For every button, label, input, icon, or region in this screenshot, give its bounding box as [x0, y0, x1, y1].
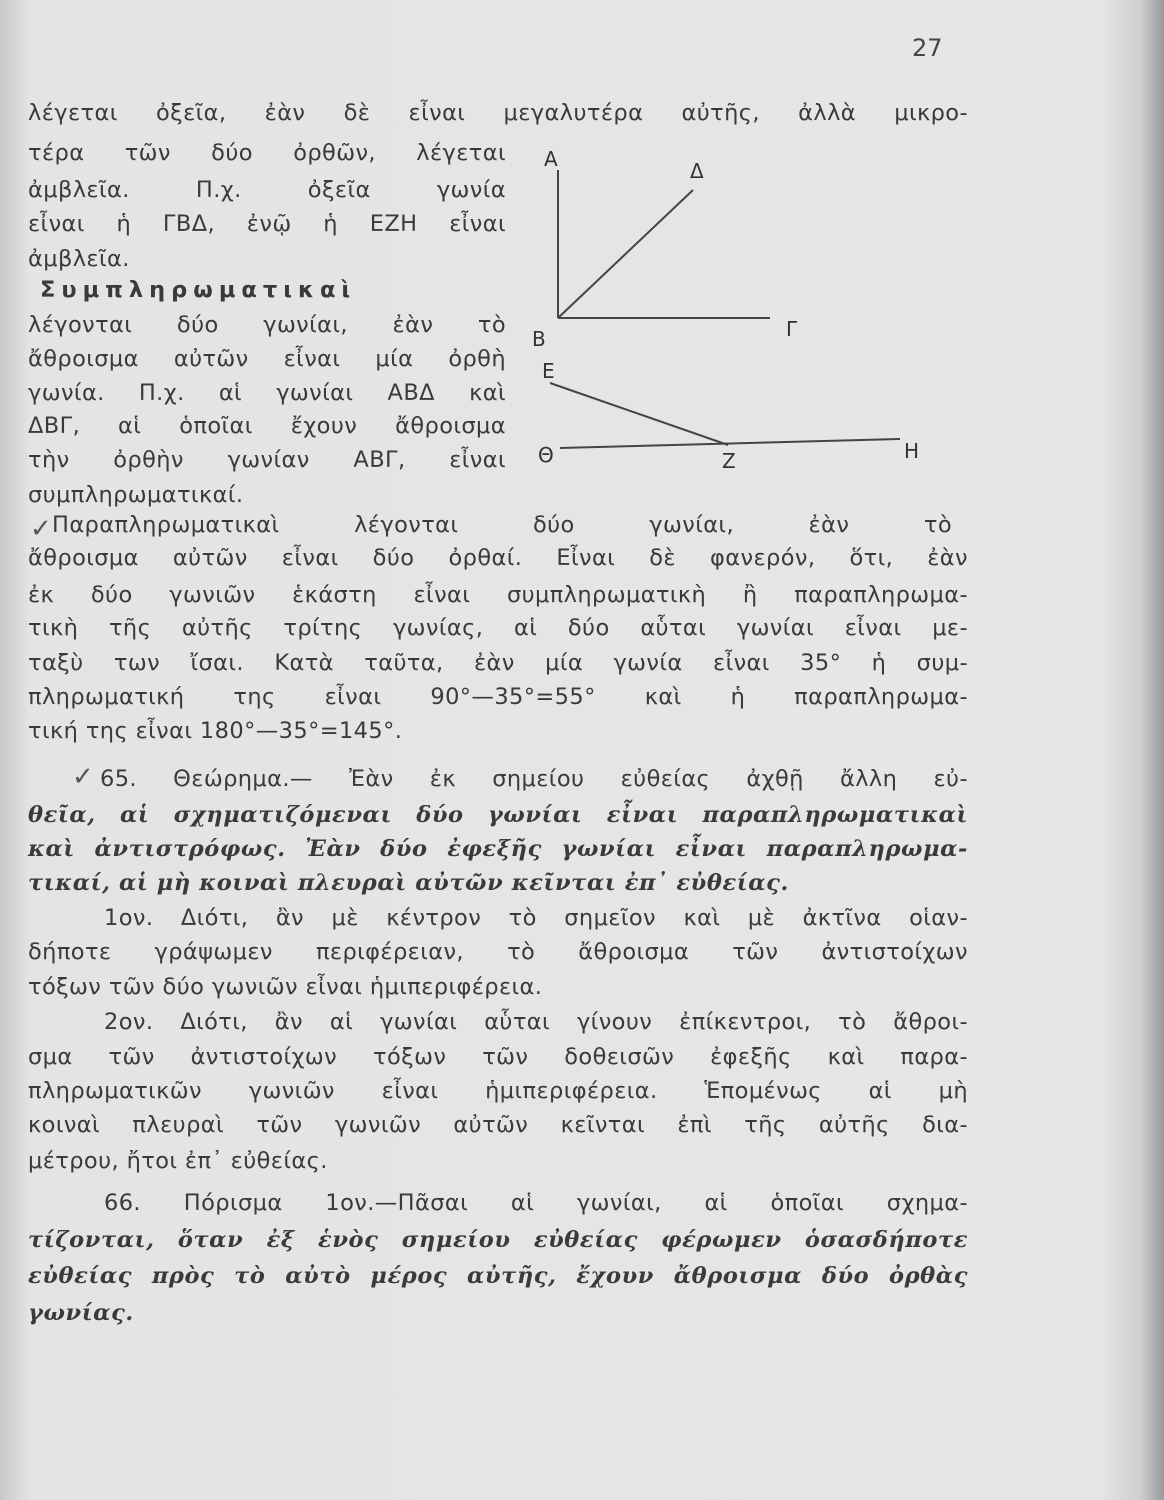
text-line: λέγεται ὀξεῖα, ἐὰν δὲ εἶναι μεγαλυτέρα αὐτῆς, ἀλλὰ μικρο-	[28, 100, 968, 126]
text-line: γωνία. Π.χ. αἱ γωνίαι ΑΒΔ καὶ	[28, 380, 506, 406]
text-line: ἀμβλεῖα. Π.χ. ὀξεῖα γωνία	[28, 177, 506, 203]
label-A: Α	[544, 150, 558, 171]
label-Z: Ζ	[722, 449, 736, 473]
segment-BD	[558, 190, 693, 318]
check-mark: ✓	[72, 762, 94, 792]
text-line: εἶναι ἡ ΓΒΔ, ἐνῷ ἡ ΕΖΗ εἶναι	[28, 211, 506, 237]
term-heading: Συμπληρωματικαὶ	[40, 277, 357, 303]
angle-figure	[500, 150, 940, 490]
text-line: συμπληρωματικαί.	[28, 482, 244, 508]
label-G: Γ	[786, 317, 798, 341]
text-line: λέγονται δύο γωνίαι, ἐὰν τὸ	[28, 312, 506, 338]
text-line: κοιναὶ πλευραὶ τῶν γωνιῶν αὐτῶν κεῖνται ἐπὶ τῆς αὐτῆς δια-	[28, 1112, 968, 1138]
corollary-heading: 66. Πόρισμα 1ον.—Πᾶσαι αἱ γωνίαι, αἱ ὁποῖαι σχημα-	[104, 1190, 968, 1216]
text-line: ἐκ δύο γωνιῶν ἑκάστη εἶναι συμπληρωματικὴ ἢ παραπληρωμα-	[28, 582, 968, 608]
text-line: εὐθείας πρὸς τὸ αὐτὸ μέρος αὐτῆς, ἔχουν ἄθροισμα δύο ὀρθὰς	[28, 1263, 968, 1289]
text-line: τικαί, αἱ μὴ κοιναὶ πλευραὶ αὐτῶν κεῖνται ἐπ᾿ εὐθείας.	[28, 870, 789, 896]
text-line: ταξὺ των ἴσαι. Κατὰ ταῦτα, ἐὰν μία γωνία εἶναι 35° ἡ συμ-	[28, 650, 968, 676]
text-line: καὶ ἀντιστρόφως. Ἐὰν δύο ἐφεξῆς γωνίαι εἶναι παραπληρωμα-	[28, 836, 968, 862]
text-line: πληρωματικῶν γωνιῶν εἶναι ἡμιπεριφέρεια. Ἑπομένως αἱ μὴ	[28, 1078, 968, 1104]
text-line: Παραπληρωματικαὶ λέγονται δύο γωνίαι, ἐὰν τὸ	[52, 512, 952, 538]
text-line: γωνίας.	[28, 1300, 134, 1326]
text-line: ἄθροισμα αὐτῶν εἶναι δύο ὀρθαί. Εἶναι δὲ φανερόν, ὅτι, ἐὰν	[28, 545, 968, 571]
text-line: τική της εἶναι 180°—35°=145°.	[28, 718, 403, 744]
label-E: Ε	[542, 359, 555, 383]
segment-TH-H	[560, 439, 900, 448]
text-line: τὴν ὀρθὴν γωνίαν ΑΒΓ, εἶναι	[28, 447, 506, 473]
text-line: μέτρου, ἤτοι ἐπ᾿ εὐθείας.	[28, 1148, 328, 1174]
label-D: Δ	[690, 159, 704, 183]
text-line: τέρα τῶν δύο ὀρθῶν, λέγεται	[28, 140, 506, 166]
text-line: τόξων τῶν δύο γωνιῶν εἶναι ἡμιπεριφέρεια.	[28, 974, 543, 1000]
text-line: 2ον. Διότι, ἂν αἱ γωνίαι αὗται γίνουν ἐπίκεντροι, τὸ ἄθροι-	[104, 1009, 968, 1035]
theorem-heading: 65. Θεώρημα.— Ἐὰν ἐκ σημείου εὐθείας ἀχθῇ ἄλλη εὐ-	[100, 766, 968, 792]
text-line: 1ον. Διότι, ἂν μὲ κέντρον τὸ σημεῖον καὶ μὲ ἀκτῖνα οἱαν-	[104, 905, 968, 931]
text-line: θεῖα, αἱ σχηματιζόμεναι δύο γωνίαι εἶναι παραπληρωματικαὶ	[28, 802, 968, 828]
text-line: πληρωματική της εἶναι 90°—35°=55° καὶ ἡ παραπληρωμα-	[28, 684, 968, 710]
text-line: δήποτε γράψωμεν περιφέρειαν, τὸ ἄθροισμα τῶν ἀντιστοίχων	[28, 939, 968, 965]
text-line: ΔΒΓ, αἱ ὁποῖαι ἔχουν ἄθροισμα	[28, 413, 506, 439]
label-H: Η	[904, 439, 920, 463]
text-line: σμα τῶν ἀντιστοίχων τόξων τῶν δοθεισῶν ἐφεξῆς καὶ παρα-	[28, 1044, 968, 1070]
segment-ZE	[550, 383, 728, 445]
label-TH: Θ	[538, 443, 554, 467]
text-line: τίζονται, ὅταν ἐξ ἑνὸς σημείου εὐθείας φέρωμεν ὁσασδήποτε	[28, 1227, 968, 1253]
text-line: ἀμβλεῖα.	[28, 246, 130, 272]
check-mark: ✓	[30, 514, 52, 544]
page-number: 27	[912, 34, 943, 62]
text-line: τικὴ τῆς αὐτῆς τρίτης γωνίας, αἱ δύο αὗται γωνίαι εἶναι με-	[28, 615, 968, 641]
label-B: Β	[532, 327, 546, 351]
text-line: ἄθροισμα αὐτῶν εἶναι μία ὀρθὴ	[28, 346, 506, 372]
